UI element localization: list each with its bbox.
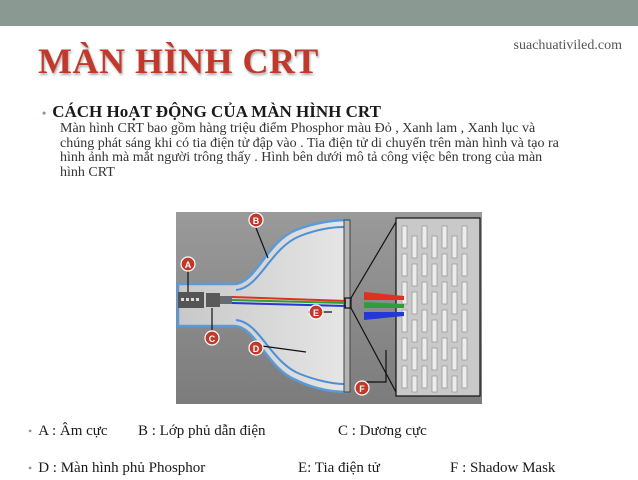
callout-a: [181, 257, 195, 271]
legend-item: E: Tia điện tử: [298, 460, 380, 476]
legend-item: • D : Màn hình phủ Phosphor: [28, 460, 206, 476]
legend-item: F : Shadow Mask: [450, 460, 556, 476]
callout-d: [249, 341, 263, 355]
callout-c: [205, 331, 219, 345]
paragraph-line: Màn hình CRT bao gồm hàng triệu điểm Phosphor màu Đỏ , Xanh lam , Xanh lục và: [60, 121, 536, 136]
legend-row-1: [28, 423, 628, 443]
section-heading: [42, 102, 381, 122]
mask-slots: [402, 226, 467, 392]
svg-text:E: E: [312, 308, 320, 318]
svg-text:A: A: [184, 260, 192, 270]
callout-e: [309, 305, 323, 319]
watermark: suachuativiled.com: [513, 38, 622, 53]
crt-diagram: [176, 212, 482, 404]
slide-title: MÀN HÌNH CRT: [38, 41, 319, 81]
svg-text:C: C: [208, 334, 216, 344]
paragraph-line: hình ảnh mà mắt người trông thấy . Hình bên dưới mô tả công việc bên trong của màn: [60, 150, 543, 165]
legend-row-2: [28, 460, 628, 480]
legend-item: • A : Âm cực: [28, 423, 108, 439]
description-paragraph: [60, 122, 630, 180]
svg-text:D: D: [252, 344, 260, 354]
anode-block: [206, 293, 220, 307]
paragraph-line: chúng phát sáng khi có tia điện tử đập vào . Tia điện tử di chuyển trên màn hình và tạo ra: [60, 135, 559, 151]
paragraph-line: hình CRT: [60, 164, 115, 180]
svg-text:B: B: [252, 216, 260, 226]
top-accent-bar: [0, 0, 638, 26]
section-heading-text: CÁCH HoẠT ĐỘNG CỦA MÀN HÌNH CRT: [52, 102, 381, 121]
bullet-dot: •: [42, 106, 47, 120]
legend-item: C : Dương cực: [338, 423, 427, 439]
callout-f: [355, 381, 369, 395]
callout-b: [249, 213, 263, 227]
svg-text:F: F: [359, 384, 365, 394]
legend-item: B : Lớp phủ dẫn điện: [138, 423, 266, 439]
